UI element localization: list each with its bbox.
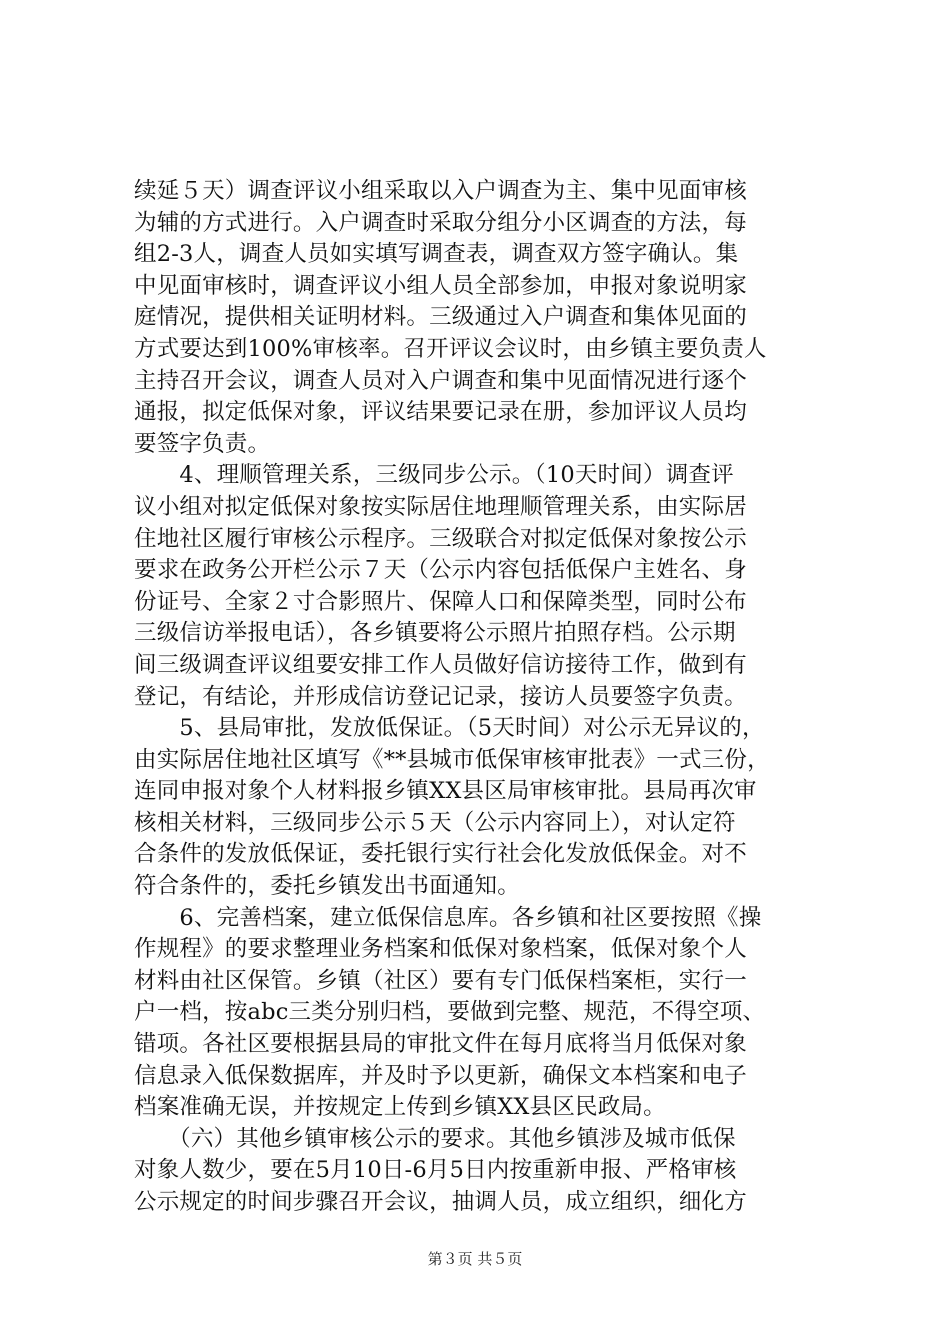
text-line: 议小组对拟定低保对象按实际居住地理顺管理关系，由实际居 bbox=[134, 493, 747, 520]
text-line: 要签字负责。 bbox=[134, 430, 271, 457]
text-line: 为辅的方式进行。入户调查时采取分组分小区调查的方法，每 bbox=[134, 209, 747, 236]
text-line: （六）其他乡镇审核公示的要求。其他乡镇涉及城市低保 bbox=[134, 1125, 736, 1152]
text-line: 庭情况，提供相关证明材料。三级通过入户调查和集体见面的 bbox=[134, 304, 747, 331]
text-line: 户一档，按abc三类分别归档，要做到完整、规范，不得空项、 bbox=[134, 999, 766, 1026]
document-body bbox=[134, 176, 834, 1219]
text-line: 核相关材料，三级同步公示５天（公示内容同上），对认定符 bbox=[134, 809, 736, 836]
text-line: 登记，有结论，并形成信访登记记录，接访人员要签字负责。 bbox=[134, 683, 747, 710]
text-line: 主持召开会议，调查人员对入户调查和集中见面情况进行逐个 bbox=[134, 367, 747, 394]
page-number-label: 第３页 共５页 bbox=[427, 1250, 523, 1268]
text-line: 要求在政务公开栏公示７天（公示内容包括低保户主姓名、身 bbox=[134, 557, 747, 584]
text-line: 住地社区履行审核公示程序。三级联合对拟定低保对象按公示 bbox=[134, 525, 747, 552]
text-line: 中见面审核时，调查评议小组人员全部参加，申报对象说明家 bbox=[134, 272, 747, 299]
text-line: 份证号、全家２寸合影照片、保障人口和保障类型，同时公布 bbox=[134, 588, 747, 615]
text-line: 间三级调查评议组要安排工作人员做好信访接待工作，做到有 bbox=[134, 651, 747, 678]
text-line: 4、理顺管理关系，三级同步公示。（10天时间）调查评 bbox=[134, 462, 734, 489]
text-line: 组2-3人，调查人员如实填写调查表，调查双方签字确认。集 bbox=[134, 241, 739, 268]
text-line: 续延５天）调查评议小组采取以入户调查为主、集中见面审核 bbox=[134, 178, 747, 204]
text-line: 材料由社区保管。乡镇（社区）要有专门低保档案柜，实行一 bbox=[134, 967, 747, 994]
text-line: 合条件的发放低保证，委托银行实行社会化发放低保金。对不 bbox=[134, 841, 747, 868]
text-line: 6、完善档案，建立低保信息库。各乡镇和社区要按照《操 bbox=[134, 904, 762, 931]
text-line: 作规程》的要求整理业务档案和低保对象档案，低保对象个人 bbox=[134, 936, 747, 963]
page-footer bbox=[0, 1248, 950, 1269]
text-line: 三级信访举报电话），各乡镇要将公示照片拍照存档。公示期 bbox=[134, 620, 736, 647]
text-line: 档案准确无误，并按规定上传到乡镇XX县区民政局。 bbox=[134, 1094, 666, 1121]
text-line: 符合条件的，委托乡镇发出书面通知。 bbox=[134, 873, 520, 900]
text-line: 由实际居住地社区填写《**县城市低保审核审批表》一式三份， bbox=[134, 746, 770, 773]
text-line: 公示规定的时间步骤召开会议，抽调人员，成立组织，细化方 bbox=[134, 1189, 747, 1215]
text-line: 连同申报对象个人材料报乡镇XX县区局审核审批。县局再次审 bbox=[134, 778, 757, 805]
text-line: 方式要达到100%审核率。召开评议会议时，由乡镇主要负责人 bbox=[134, 335, 767, 362]
text-line: 5、县局审批，发放低保证。（5天时间）对公示无异议的， bbox=[134, 715, 765, 742]
text-line: 错项。各社区要根据县局的审批文件在每月底将当月低保对象 bbox=[134, 1031, 747, 1058]
text-line: 通报，拟定低保对象，评议结果要记录在册，参加评议人员均 bbox=[134, 399, 747, 426]
text-line: 对象人数少，要在5月10日-6月5日内按重新申报、严格审核 bbox=[134, 1157, 737, 1184]
text-line: 信息录入低保数据库，并及时予以更新，确保文本档案和电子 bbox=[134, 1062, 747, 1089]
